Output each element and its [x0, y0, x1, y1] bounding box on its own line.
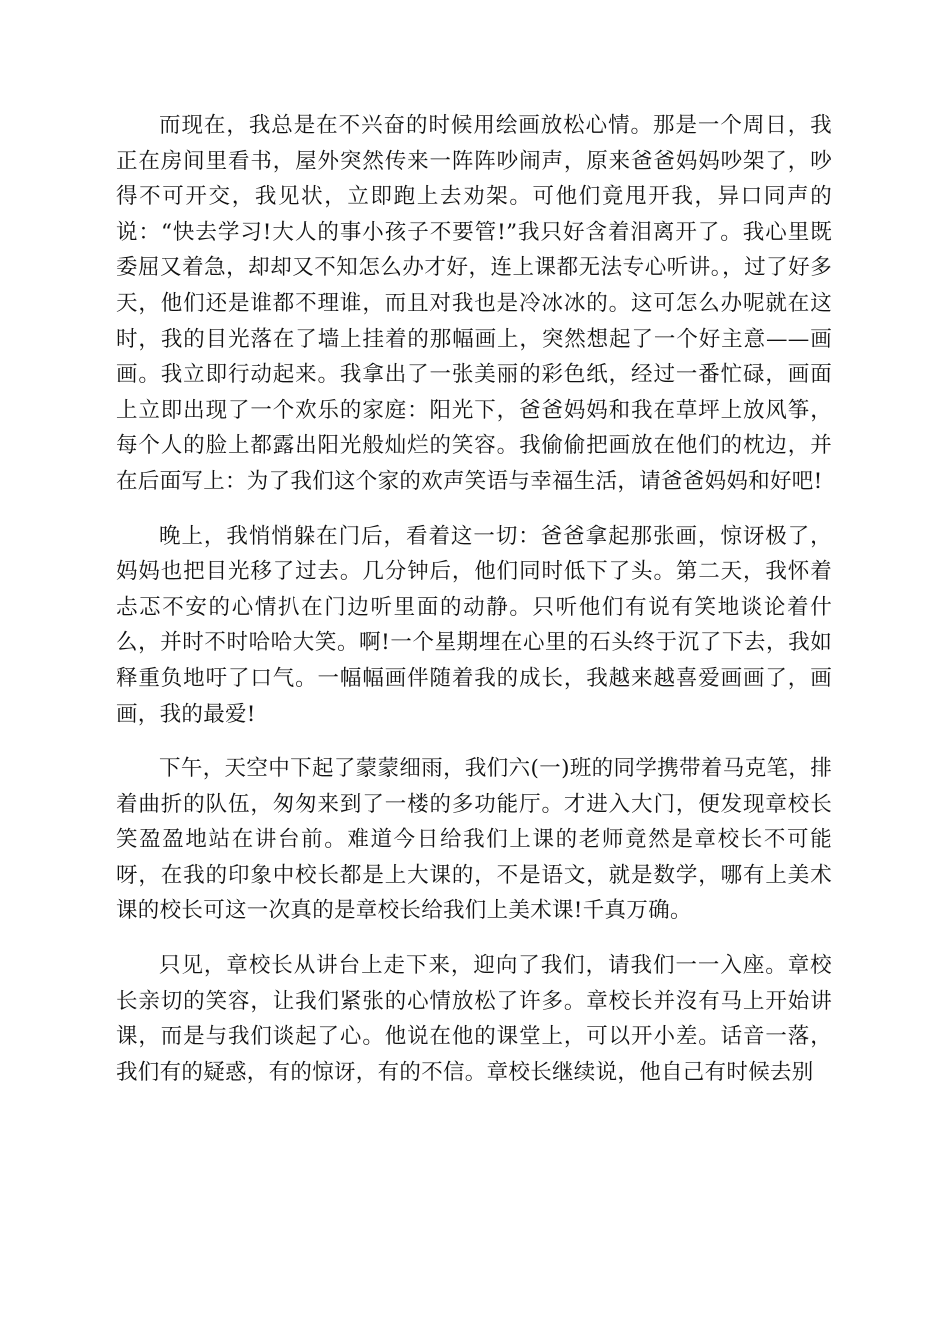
paragraph-art-class-arrival: 下午，天空中下起了蒙蒙细雨，我们六(一)班的同学携带着马克笔，排着曲折的队伍，匆匆来到了一楼的多功能厅。才进入大门，便发现章校长笑盈盈地站在讲台前。难道今日给我们上课的老师竟然是章校长不可能呀，在我的印象中校长都是上大课的，不是语文，就是数学，哪有上美术课的校长可这一次真的是章校长给我们上美术课!千真万确。	[116, 756, 832, 924]
paragraph-painting-reconciliation: 而现在，我总是在不兴奋的时候用绘画放松心情。那是一个周日，我正在房间里看书，屋外突然传来一阵阵吵闹声，原来爸爸妈妈吵架了，吵得不可开交，我见状，立即跑上去劝架。可他们竟甩开我，异口同声的说：“快去学习!大人的事小孩子不要管!”我只好含着泪离开了。我心里既委屈又着急，却却又不知怎么办才好，连上课都无法专心听讲。，过了好多天，他们还是谁都不理谁，而且对我也是冷冰冰的。这可怎么办呢就在这时，我的目光落在了墙上挂着的那幅画上，突然想起了一个好主意——画画。我立即行动起来。我拿出了一张美丽的彩色纸，经过一番忙碌，画面上立即出现了一个欢乐的家庭：阳光下，爸爸妈妈和我在草坪上放风筝，每个人的脸上都露出阳光般灿烂的笑容。我偷偷把画放在他们的枕边，并在后面写上：为了我们这个家的欢声笑语与幸福生活，请爸爸妈妈和好吧!	[116, 113, 832, 494]
paragraph-principal-talk: 只见，章校长从讲台上走下来，迎向了我们，请我们一一入座。章校长亲切的笑容，让我们紧张的心情放松了许多。章校长并沒有马上开始讲课，而是与我们谈起了心。他说在他的课堂上，可以开小差。话音一落，我们有的疑惑，有的惊讶，有的不信。章校长继续说，他自己有时候去别	[116, 953, 832, 1085]
paragraph-evening-result: 晚上，我悄悄躲在门后，看着这一切：爸爸拿起那张画，惊讶极了，妈妈也把目光移了过去。几分钟后，他们同时低下了头。第二天，我怀着忐忑不安的心情扒在门边听里面的动静。只听他们有说有笑地谈论着什么，并时不时哈哈大笑。啊!一个星期埋在心里的石头终于沉了下去，我如释重负地吁了口气。一幅幅画伴随着我的成长，我越来越喜爱画画了，画画，我的最爱!	[116, 523, 832, 727]
